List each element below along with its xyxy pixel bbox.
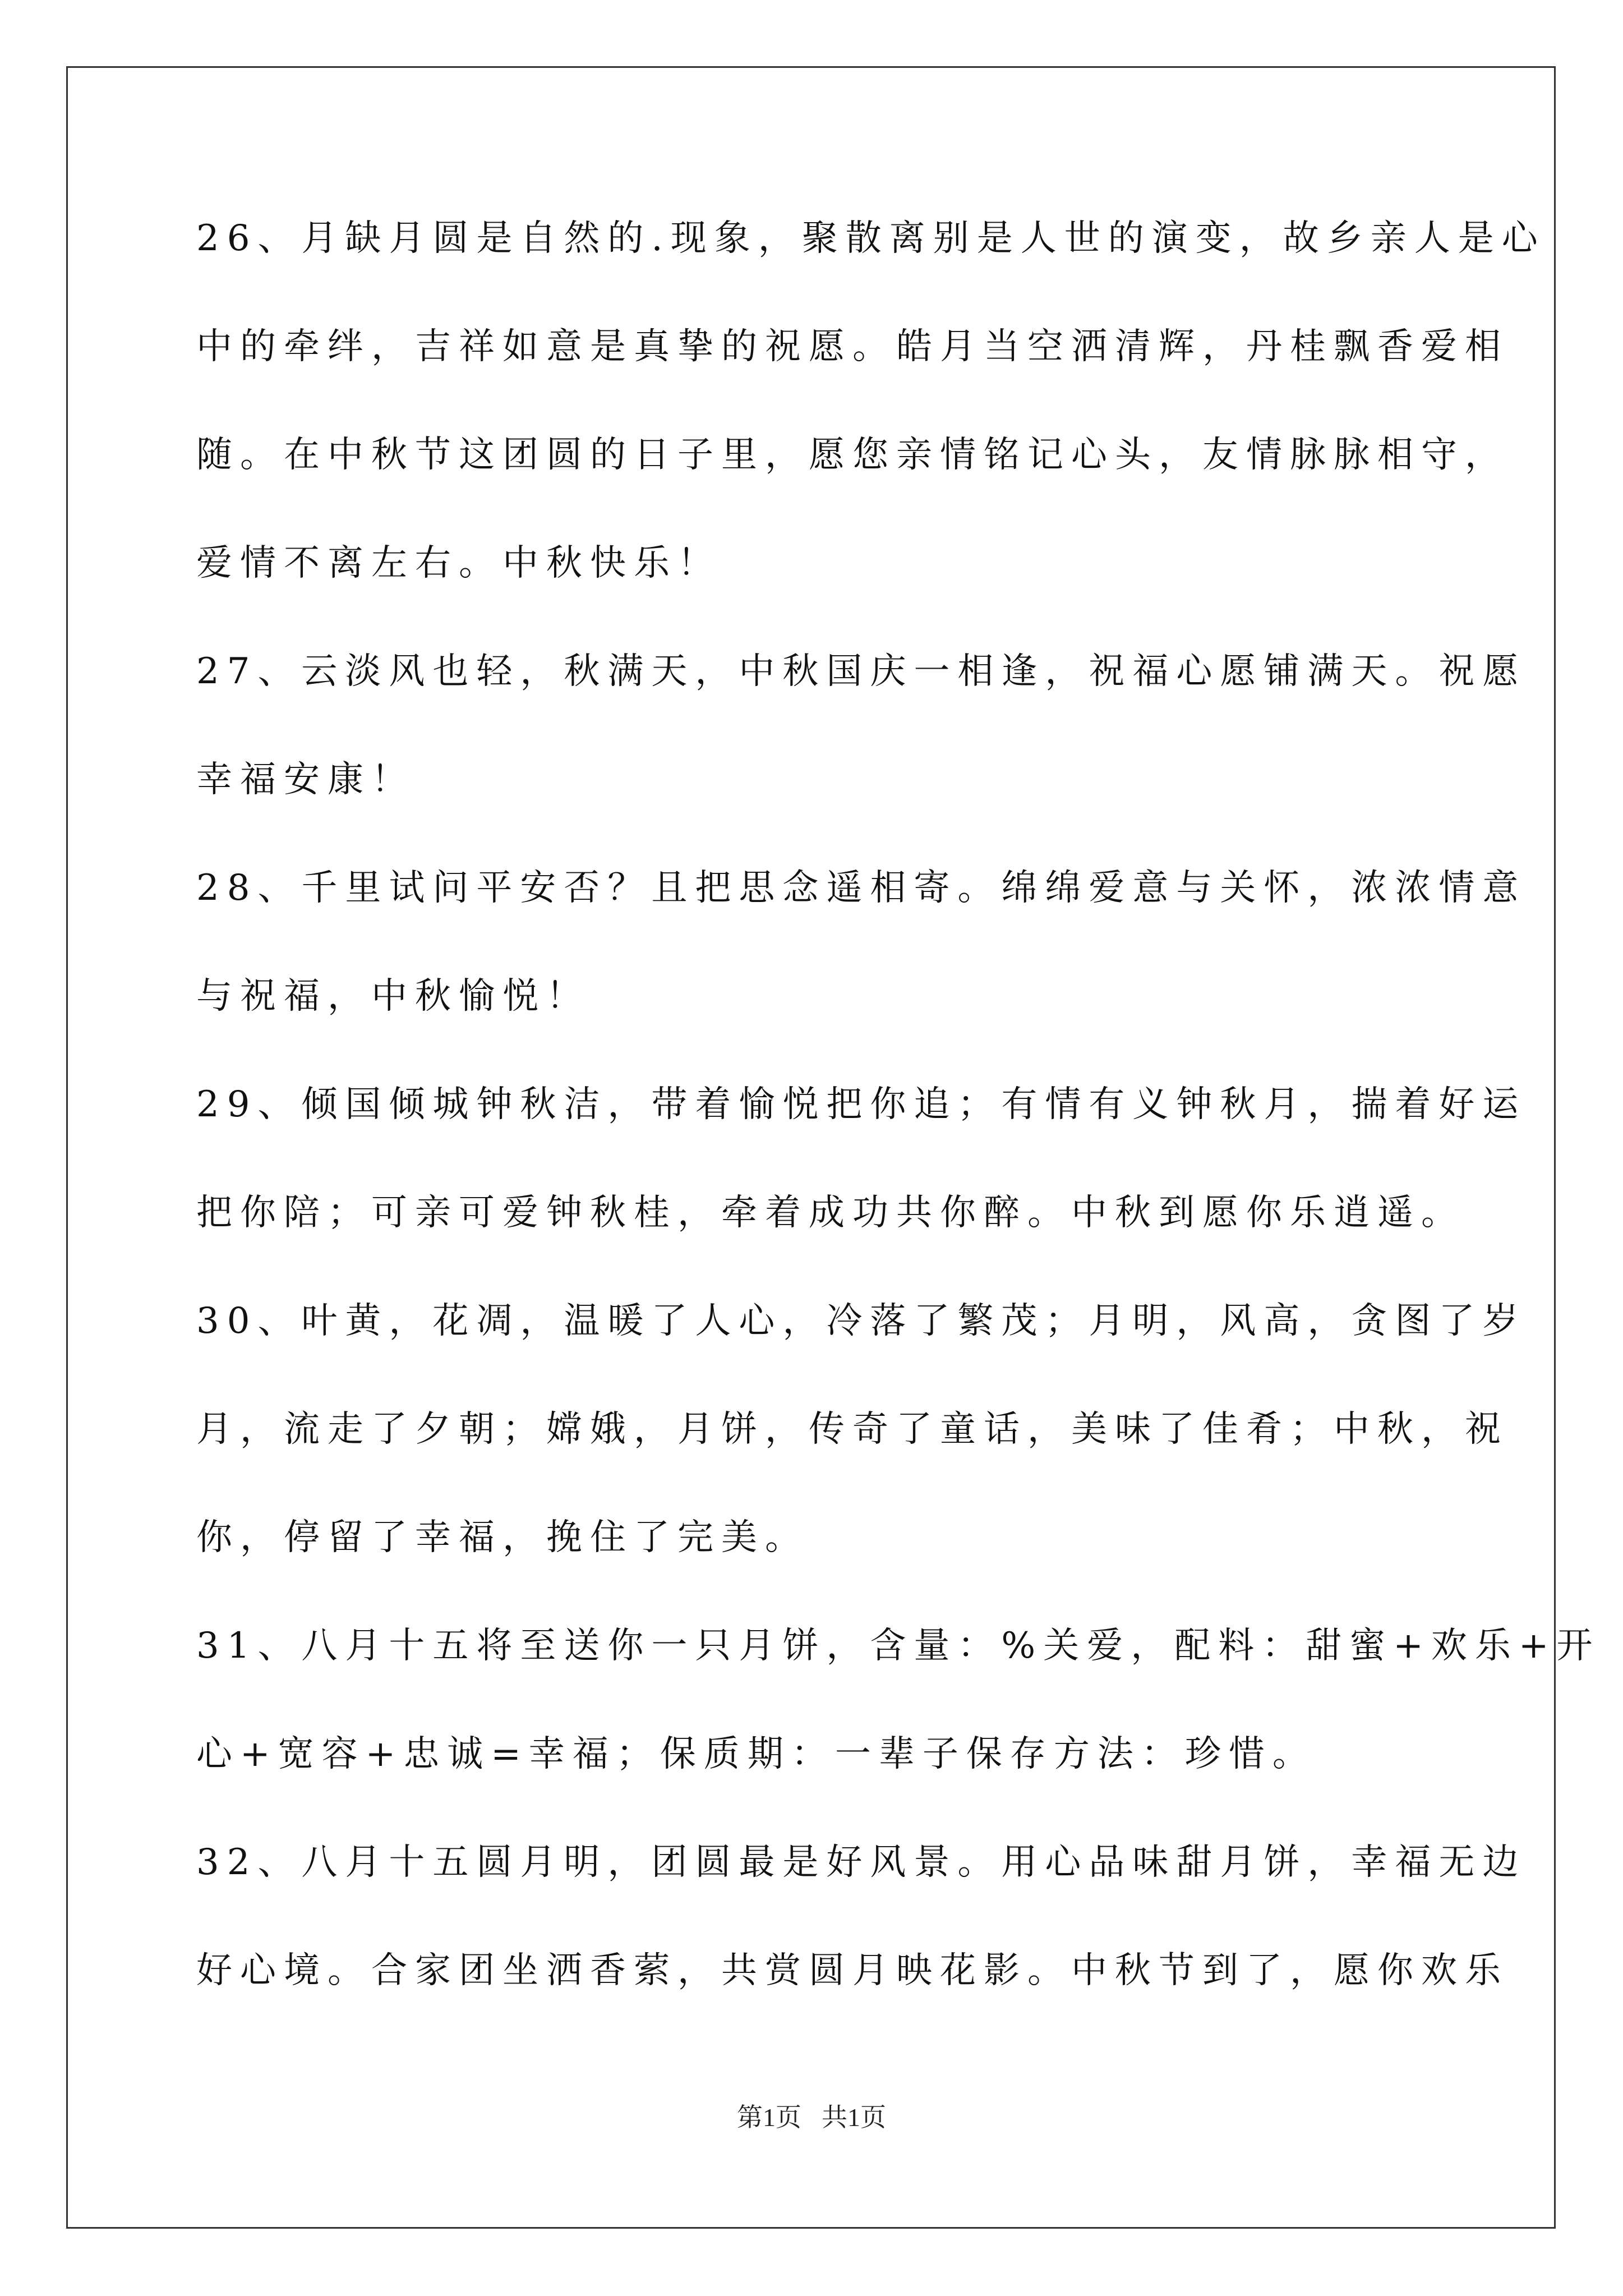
text-line: 随。在中秋节这团圆的日子里，愿您亲情铭记心头，友情脉脉相守， [196,434,1509,476]
text-line: 你，停留了幸福，挽住了完美。 [196,1517,809,1558]
text-line: 26、月缺月圆是自然的.现象，聚散离别是人世的演变，故乡亲人是心 [196,218,1546,259]
page-number-current: 第1页 [737,2103,801,2132]
page-border [66,66,1556,2229]
text-line: 把你陪；可亲可爱钟秋桂，牵着成功共你醉。中秋到愿你乐逍遥。 [196,1192,1465,1234]
text-line: 27、云淡风也轻，秋满天，中秋国庆一相逢，祝福心愿铺满天。祝愿 [196,651,1527,692]
page-number-total: 共1页 [822,2103,886,2132]
text-line: 月，流走了夕朝；嫦娥，月饼，传奇了童话，美味了佳肴；中秋，祝 [196,1409,1509,1450]
text-line: 31、八月十五将至送你一只月饼，含量：%关爱，配料：甜蜜+欢乐+开 [196,1625,1601,1667]
text-line: 爱情不离左右。中秋快乐！ [196,542,721,584]
text-line: 幸福安康！ [196,759,415,800]
text-line: 好心境。合家团坐洒香萦，共赏圆月映花影。中秋节到了，愿你欢乐 [196,1950,1509,1991]
text-line: 中的牵绊，吉祥如意是真挚的祝愿。皓月当空洒清辉，丹桂飘香爱相 [196,326,1509,367]
text-line: 心+宽容+忠诚=幸福；保质期：一辈子保存方法：珍惜。 [196,1733,1316,1775]
text-line: 30、叶黄，花凋，温暖了人心，冷落了繁茂；月明，风高，贪图了岁 [196,1300,1527,1342]
text-line: 29、倾国倾城钟秋洁，带着愉悦把你追；有情有义钟秋月，揣着好运 [196,1084,1527,1125]
text-line: 与祝福，中秋愉悦！ [196,976,590,1017]
text-line: 28、千里试问平安否？且把思念遥相寄。绵绵爱意与关怀，浓浓情意 [196,867,1527,909]
text-line: 32、八月十五圆月明，团圆最是好风景。用心品味甜月饼，幸福无边 [196,1842,1527,1883]
page-footer [0,2101,1623,2134]
